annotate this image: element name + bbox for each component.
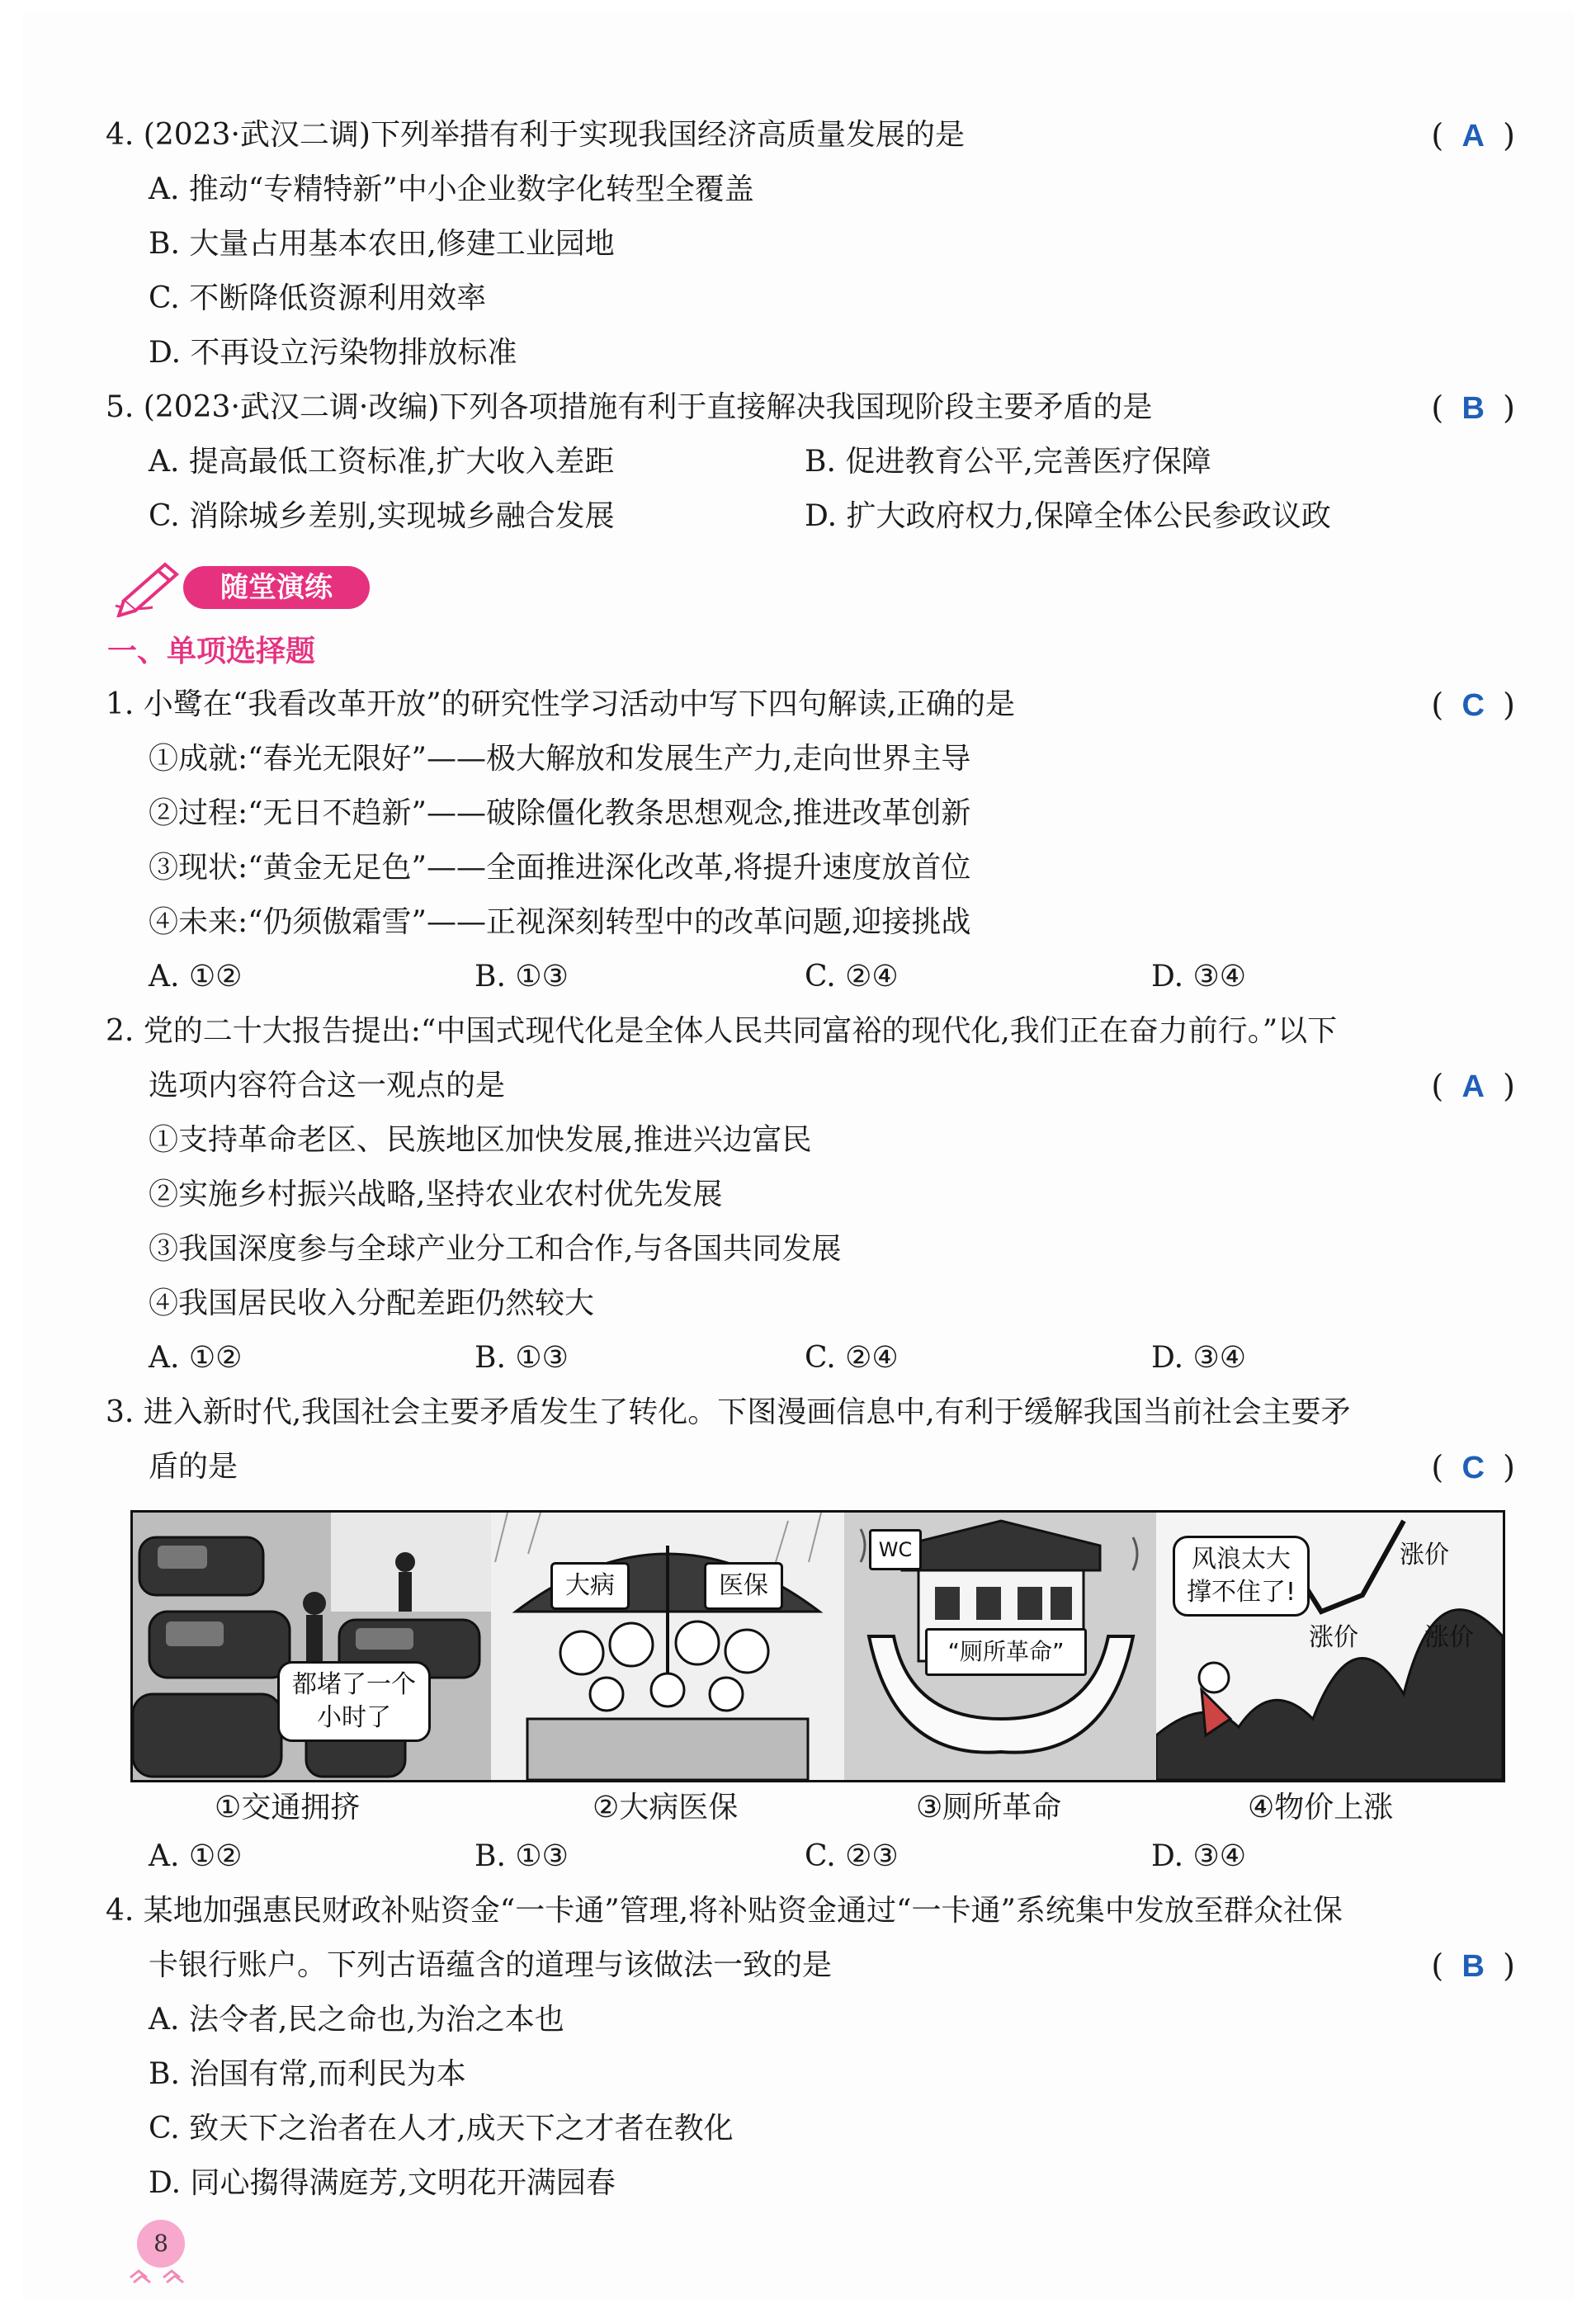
answer-bracket: ( A ) xyxy=(1431,112,1515,158)
comic-caption: ③厕所革命 xyxy=(916,1791,1062,1824)
option: C. ②④ xyxy=(805,1341,899,1375)
page-number: 8 xyxy=(137,2220,185,2268)
option: A. ①② xyxy=(149,1341,243,1375)
price-rise-label: 涨价 xyxy=(1424,1623,1474,1652)
answer-letter: B xyxy=(1461,1949,1485,1984)
question-stem-continued: 盾的是 xyxy=(149,1450,238,1484)
answer-letter: C xyxy=(1461,1451,1485,1485)
statement-item: ③现状:“黄金无足色”——全面推进深化改革,将提升速度放首位 xyxy=(149,851,971,885)
price-rise-label: 涨价 xyxy=(1309,1623,1358,1652)
practice-banner xyxy=(107,558,371,617)
option: D. 不再设立污染物排放标准 xyxy=(149,336,517,370)
option: A. ①② xyxy=(149,1839,243,1873)
toilet-revolution-label: “厕所革命” xyxy=(925,1628,1087,1676)
question-stem: 2. 党的二十大报告提出:“中国式现代化是全体人民共同富裕的现代化,我们正在奋力前行。”以下 xyxy=(106,1014,1338,1048)
statement-item: ④我国居民收入分配差距仍然较大 xyxy=(149,1286,595,1320)
question-stem: 1. 小鹭在“我看改革开放”的研究性学习活动中写下四句解读,正确的是 xyxy=(106,687,1016,721)
statement-item: ③我国深度参与全球产业分工和合作,与各国共同发展 xyxy=(149,1232,842,1266)
option: C. ②③ xyxy=(805,1839,899,1873)
statement-item: ②过程:“无日不趋新”——破除僵化教条思想观念,推进改革创新 xyxy=(149,796,971,830)
comic-panel-insurance xyxy=(491,1513,844,1780)
comic-panel-traffic xyxy=(133,1513,491,1780)
option: C. 致天下之治者在人才,成天下之才者在教化 xyxy=(149,2112,734,2145)
comic-strip xyxy=(130,1510,1505,1782)
question-stem: 5. (2023·武汉二调·改编)下列各项措施有利于直接解决我国现阶段主要矛盾的是 xyxy=(106,390,1153,424)
answer-letter: A xyxy=(1461,119,1485,153)
option: A. 法令者,民之命也,为治之本也 xyxy=(149,2003,564,2037)
option: B. ①③ xyxy=(475,1341,569,1375)
option: C. ②④ xyxy=(805,960,899,994)
answer-letter: A xyxy=(1461,1069,1485,1104)
question-stem-continued: 卡银行账户。下列古语蕴含的道理与该做法一致的是 xyxy=(149,1948,833,1982)
answer-bracket: ( C ) xyxy=(1431,682,1515,728)
statement-item: ①成就:“春光无限好”——极大解放和发展生产力,走向世界主导 xyxy=(149,742,971,776)
comic-caption: ②大病医保 xyxy=(593,1791,739,1824)
price-rise-label: 涨价 xyxy=(1400,1541,1449,1570)
question-stem-continued: 选项内容符合这一观点的是 xyxy=(149,1069,506,1102)
wc-sign: WC xyxy=(869,1529,922,1570)
option: C. 消除城乡差别,实现城乡融合发展 xyxy=(149,499,615,533)
option: A. ①② xyxy=(149,960,243,994)
answer-bracket: ( C ) xyxy=(1431,1444,1515,1490)
option: D. 同心搊得满庭芳,文明花开满园春 xyxy=(149,2166,616,2200)
banner-label: 随堂演练 xyxy=(183,566,370,609)
comic-caption: ④物价上涨 xyxy=(1248,1791,1394,1824)
question-stem: 4. 某地加强惠民财政补贴资金“一卡通”管理,将补贴资金通过“一卡通”系统集中发放至群众社保 xyxy=(106,1894,1343,1928)
option: A. 提高最低工资标准,扩大收入差距 xyxy=(149,445,615,479)
option: A. 推动“专精特新”中小企业数字化转型全覆盖 xyxy=(149,172,754,206)
option: D. ③④ xyxy=(1151,1839,1247,1873)
option: B. 大量占用基本农田,修建工业园地 xyxy=(149,227,615,261)
option: B. ①③ xyxy=(475,960,569,994)
option: D. ③④ xyxy=(1151,960,1247,994)
sign-serious-illness: 大病 xyxy=(550,1562,630,1610)
comic-caption: ①交通拥挤 xyxy=(215,1791,361,1824)
question-stem: 3. 进入新时代,我国社会主要矛盾发生了转化。下图漫画信息中,有利于缓解我国当前社会主要矛 xyxy=(106,1395,1351,1429)
zigzag-decoration-icon xyxy=(127,2266,193,2286)
option: D. 扩大政府权力,保障全体公民参政议政 xyxy=(805,499,1331,533)
answer-letter: B xyxy=(1461,391,1485,426)
answer-bracket: ( B ) xyxy=(1431,1942,1515,1989)
page-number-badge xyxy=(132,2220,191,2279)
option: D. ③④ xyxy=(1151,1341,1247,1375)
question-stem: 4. (2023·武汉二调)下列举措有利于实现我国经济高质量发展的是 xyxy=(106,118,965,152)
option: B. 促进教育公平,完善医疗保障 xyxy=(805,445,1211,479)
price-speech-bubble: 风浪太大撑不住了! xyxy=(1173,1536,1310,1617)
sign-medical-insurance: 医保 xyxy=(704,1562,783,1610)
section-title: 一、单项选择题 xyxy=(107,635,316,668)
statement-item: ②实施乡村振兴战略,坚持农业农村优先发展 xyxy=(149,1178,723,1211)
option: B. ①③ xyxy=(475,1839,569,1873)
answer-bracket: ( B ) xyxy=(1431,385,1515,431)
comic-panel-toilet xyxy=(844,1513,1156,1780)
answer-letter: C xyxy=(1461,688,1485,723)
option: B. 治国有常,而利民为本 xyxy=(149,2057,466,2091)
statement-item: ④未来:“仍须傲霜雪”——正视深刻转型中的改革问题,迎接挑战 xyxy=(149,905,971,939)
statement-item: ①支持革命老区、民族地区加快发展,推进兴边富民 xyxy=(149,1123,812,1157)
umbrella-illustration xyxy=(491,1513,844,1780)
answer-bracket: ( A ) xyxy=(1431,1063,1515,1109)
traffic-speech-bubble: 都堵了一个小时了 xyxy=(277,1661,431,1742)
comic-panel-prices xyxy=(1156,1513,1503,1780)
option: C. 不断降低资源利用效率 xyxy=(149,281,487,315)
